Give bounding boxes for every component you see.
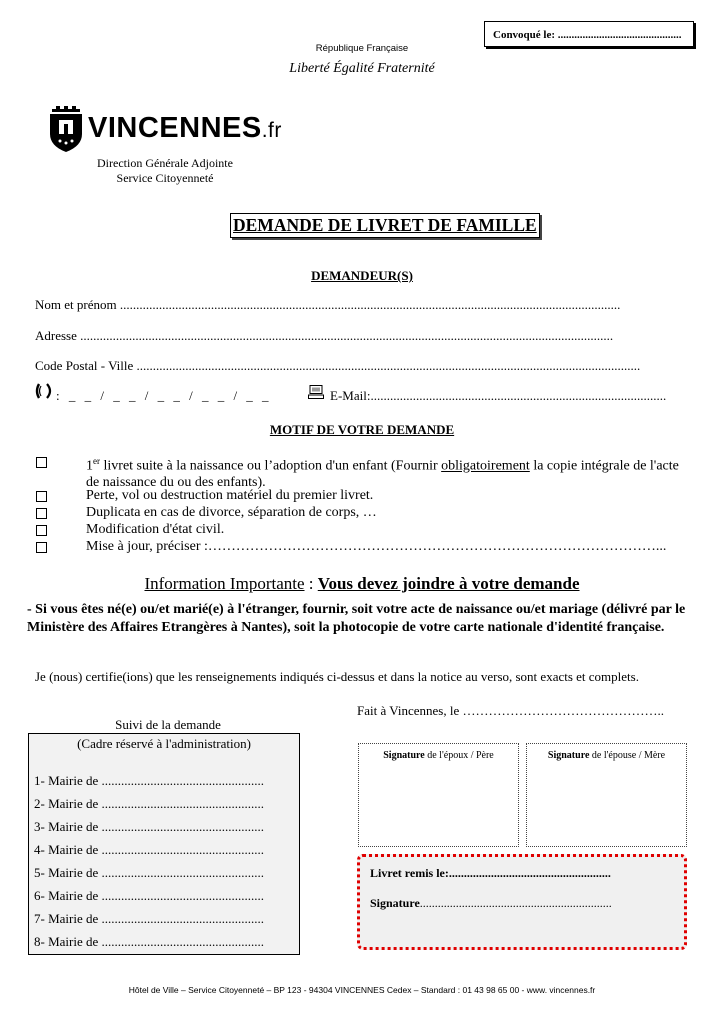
page-title: DEMANDE DE LIVRET DE FAMILLE: [230, 213, 540, 238]
remis-signature-line[interactable]: [370, 896, 612, 911]
mairie-line[interactable]: 1- Mairie de ..................................................: [34, 773, 265, 788]
motif-ordinal: 1: [86, 458, 93, 474]
mairie-line[interactable]: 4- Mairie de ..................................................: [34, 842, 265, 857]
motif-item-modification: Modification d'état civil.: [86, 522, 225, 537]
signature-pere-label: de l'époux / Père: [424, 750, 494, 761]
checkbox-icon[interactable]: [36, 508, 47, 519]
checkbox-icon[interactable]: [36, 525, 47, 536]
signature-pere-bold: Signature: [383, 750, 425, 761]
phone-icon: [35, 382, 55, 400]
cp-dots: ...........................................................................................................................................................: [136, 358, 641, 373]
logo-suffix: .fr: [261, 119, 282, 142]
signature-mere-label: de l'épouse / Mère: [589, 750, 666, 761]
mairie-line[interactable]: 5- Mairie de ..................................................: [34, 865, 265, 880]
cp-label: Code Postal - Ville: [35, 358, 134, 373]
motif-item-premier-livret: [86, 453, 686, 491]
adresse-field[interactable]: [35, 328, 675, 344]
email-dots: ...........................................................................................: [370, 388, 667, 403]
motif-underlined: obligatoirement: [441, 458, 530, 474]
mairie-line[interactable]: 8- Mairie de ..................................................: [34, 934, 265, 949]
livret-remis-line[interactable]: [370, 866, 611, 881]
phone-field[interactable]: : _ _ / _ _ / _ _ / _ _ / _ _: [56, 388, 269, 403]
remis-signature-dots: ................................................................: [419, 896, 612, 910]
mairie-line[interactable]: 3- Mairie de ..................................................: [34, 819, 265, 834]
checkbox-icon[interactable]: [36, 491, 47, 502]
motif-item-duplicata: Duplicata en cas de divorce, séparation de corps, …: [86, 505, 377, 520]
direction-text: Direction Générale Adjointe: [97, 156, 233, 170]
signature-pere-box[interactable]: [358, 743, 519, 847]
logo-name: VINCENNES: [88, 112, 262, 144]
nom-field[interactable]: [35, 297, 675, 313]
demandeur-heading: DEMANDEUR(S): [311, 268, 413, 283]
motif-item-perte: Perte, vol ou destruction matériel du premier livret.: [86, 488, 374, 503]
livret-remis-dots: ......................................................: [448, 866, 611, 880]
information-label: Information Importante: [144, 574, 305, 593]
suivi-subtitle: (Cadre réservé à l'administration): [77, 736, 251, 751]
republique-text: République Française: [315, 43, 409, 54]
remis-signature-label: Signature: [370, 896, 420, 910]
livret-remis-label: Livret remis le:: [370, 866, 449, 880]
information-heading: [0, 574, 724, 594]
information-paragraph: - Si vous êtes né(e) ou/et marié(e) à l'étranger, fournir, soit votre acte de naissance ou/et mariage (délivré par le Ministère des Affaires Etrangères à Nantes), soit la photocopie de votre carte nationale d'identité française.: [27, 602, 686, 635]
nom-label: Nom et prénom: [35, 297, 117, 312]
computer-icon: [308, 385, 324, 399]
suivi-title: Suivi de la demande: [115, 717, 221, 732]
mairie-line[interactable]: 7- Mairie de ..................................................: [34, 911, 265, 926]
mairie-line[interactable]: 6- Mairie de ..................................................: [34, 888, 265, 903]
convoque-dots: .............................................: [557, 29, 682, 41]
email-label: E-Mail:: [330, 388, 371, 403]
signature-mere-box[interactable]: [526, 743, 687, 847]
convoque-label: Convoqué le:: [493, 29, 556, 41]
logo-wordmark: [88, 112, 282, 145]
certification-text: Je (nous) certifie(ions) que les renseignements indiqués ci-dessus et dans la notice au verso, sont exacts et complets.: [35, 669, 639, 684]
cp-field[interactable]: [35, 358, 675, 374]
checkbox-icon[interactable]: [36, 542, 47, 553]
motif-text: livret suite à la naissance ou l’adoption d'un enfant (Fournir: [100, 458, 442, 474]
motif-item-mise-a-jour: Mise à jour, préciser :……………………………………………………………………………………...: [86, 539, 667, 554]
adresse-label: Adresse: [35, 328, 77, 343]
adresse-dots: ....................................................................................................................................................................: [80, 328, 614, 343]
mairie-line[interactable]: 2- Mairie de ..................................................: [34, 796, 265, 811]
email-field[interactable]: [330, 388, 675, 404]
information-sep: :: [304, 574, 318, 593]
information-emphasis: Vous devez joindre à votre demande: [317, 574, 580, 593]
motif-heading: MOTIF DE VOTRE DEMANDE: [269, 422, 455, 437]
footer: Hôtel de Ville – Service Citoyenneté – BP 123 - 94304 VINCENNES Cedex – Standard : 01 43 98 65 00 - www. vincennes.fr: [128, 985, 596, 995]
checkbox-icon[interactable]: [36, 457, 47, 468]
nom-dots: ..........................................................................................................................................................: [119, 297, 621, 312]
devise-text: Liberté Égalité Fraternité: [289, 61, 435, 76]
fait-a-field[interactable]: Fait à Vincennes, le ………………………………………..: [357, 703, 664, 718]
service-text: Service Citoyenneté: [116, 171, 214, 185]
motif-ordinal-sup: er: [93, 456, 100, 466]
motif-text-post: la copie intégrale de l'acte de naissance du ou des enfants).: [86, 458, 679, 490]
signature-mere-bold: Signature: [547, 750, 590, 761]
vincennes-crest-icon: [48, 106, 84, 152]
